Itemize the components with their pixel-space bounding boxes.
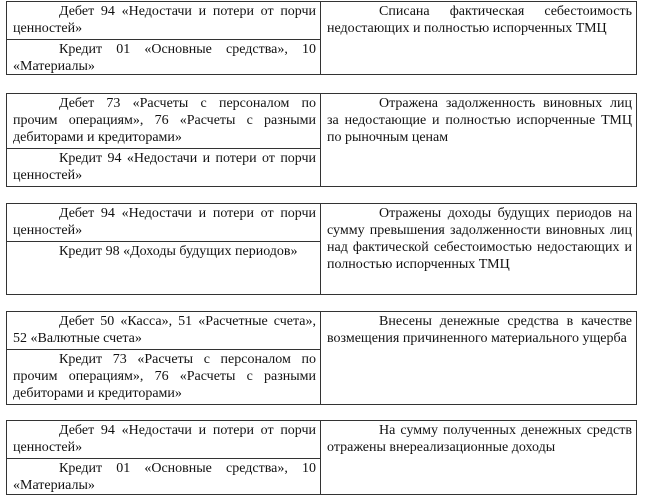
entry-1 [6,1,637,75]
entry-description: Внесены денежные средства в качестве возмещения причиненного материального ущерба [327,314,632,346]
entry-2 [6,93,637,187]
debit-account: Дебет 94 «Недостачи и потери от порчи ценностей» [7,421,320,459]
entry-3 [6,203,637,295]
credit-account: Кредит 73 «Расчеты с персоналом по прочим операциям», 76 «Расчеты с разными дебиторами и кредиторами» [13,352,316,401]
entry-description: Отражены доходы будущих периодов на сумму превышения задолженности виновных лиц над фактической себестоимостью недостающих и полностью испорченных ТМЦ [327,206,632,272]
entry-accounts [7,2,321,74]
entry-4 [6,311,637,405]
entry-accounts [7,204,321,294]
credit-account: Кредит 98 «Доходы будущих периодов» [59,244,298,259]
entry-description: Списана фактическая себестоимость недостающих и полностью испорченных ТМЦ [327,4,632,36]
entry-accounts [7,312,321,404]
entry-accounts [7,421,321,494]
credit-account: Кредит 01 «Основные средства», 10 «Материалы» [13,461,316,493]
debit-account: Дебет 73 «Расчеты с персоналом по прочим операциям», 76 «Расчеты с разными дебиторами и кредиторами» [7,94,320,149]
debit-account: Дебет 50 «Касса», 51 «Расчетные счета», 52 «Валютные счета» [7,312,320,350]
entry-5 [6,420,637,495]
credit-account: Кредит 94 «Недостачи и потери от порчи ценностей» [13,151,316,183]
entry-accounts [7,94,321,186]
entry-description: На сумму полученных денежных средств отражены внереализационные доходы [327,423,632,455]
credit-account: Кредит 01 «Основные средства», 10 «Материалы» [13,42,316,74]
entry-description: Отражена задолженность виновных лиц за недостающие и полностью испорченные ТМЦ по рыночным ценам [327,96,632,145]
debit-account: Дебет 94 «Недостачи и потери от порчи ценностей» [7,2,320,40]
debit-account: Дебет 94 «Недостачи и потери от порчи ценностей» [7,204,320,242]
